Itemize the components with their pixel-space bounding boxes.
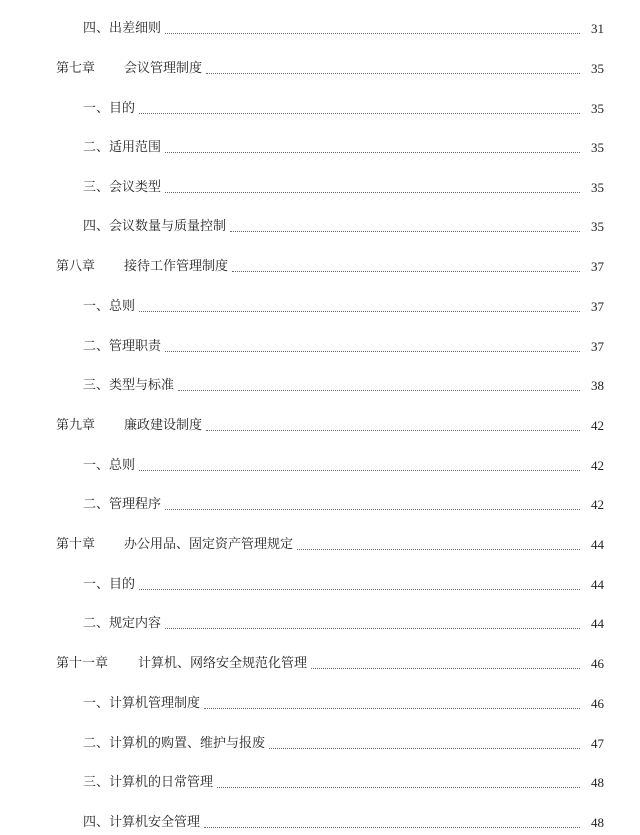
toc-page-number: 35 <box>591 219 604 234</box>
toc-page-number: 35 <box>591 180 604 195</box>
chapter-number: 第八章 <box>56 259 96 274</box>
toc-page-number: 35 <box>591 101 604 116</box>
toc-entry-title: 一、目的 <box>83 101 136 116</box>
toc-page-number: 46 <box>591 656 604 671</box>
toc-page-number: 31 <box>591 21 604 36</box>
toc-page-number: 35 <box>591 140 604 155</box>
dot-leader <box>139 113 580 114</box>
toc-entry[interactable] <box>0 174 604 196</box>
dot-leader <box>230 231 580 232</box>
chapter-number: 第七章 <box>56 61 96 76</box>
toc-entry[interactable] <box>0 571 604 593</box>
toc-entry[interactable] <box>0 610 604 632</box>
toc-entry-title: 二、规定内容 <box>83 616 162 631</box>
toc-page-number: 48 <box>591 775 604 790</box>
toc-chapter-entry[interactable] <box>0 253 604 275</box>
toc-page-number: 47 <box>591 736 604 751</box>
toc-page-number: 37 <box>591 299 604 314</box>
dot-leader <box>178 390 580 391</box>
dot-leader <box>206 430 580 431</box>
toc-chapter-entry[interactable] <box>0 55 604 77</box>
toc-entry-title: 三、计算机的日常管理 <box>83 775 214 790</box>
chapter-title: 计算机、网络安全规范化管理 <box>138 656 308 671</box>
dot-leader <box>139 470 580 471</box>
toc-entry-title: 二、管理职责 <box>83 339 162 354</box>
toc-entry-title: 二、适用范围 <box>83 140 162 155</box>
toc-page-number: 48 <box>591 815 604 830</box>
dot-leader <box>204 708 580 709</box>
dot-leader <box>165 152 580 153</box>
toc-chapter-entry[interactable] <box>0 412 604 434</box>
toc-page-number: 37 <box>591 339 604 354</box>
toc-page-number: 44 <box>591 616 604 631</box>
toc-page-number: 42 <box>591 497 604 512</box>
dot-leader <box>139 589 580 590</box>
toc-entry-title: 一、总则 <box>83 458 136 473</box>
toc-entry[interactable] <box>0 730 604 752</box>
toc-chapter-entry[interactable] <box>0 531 604 553</box>
toc-entry[interactable] <box>0 809 604 831</box>
toc-entry[interactable] <box>0 293 604 315</box>
chapter-title: 会议管理制度 <box>124 61 203 76</box>
toc-entry-title: 三、类型与标准 <box>83 378 175 393</box>
dot-leader <box>165 628 580 629</box>
dot-leader <box>139 311 580 312</box>
toc-chapter-entry[interactable] <box>0 650 604 672</box>
chapter-number: 第九章 <box>56 418 96 433</box>
toc-entry[interactable] <box>0 452 604 474</box>
toc-page-number: 44 <box>591 537 604 552</box>
toc-entry[interactable] <box>0 769 604 791</box>
dot-leader <box>165 33 580 34</box>
toc-entry-title: 四、计算机安全管理 <box>83 815 201 830</box>
chapter-title: 接待工作管理制度 <box>124 259 229 274</box>
dot-leader <box>204 827 580 828</box>
toc-page-number: 37 <box>591 259 604 274</box>
toc-page-number: 42 <box>591 458 604 473</box>
toc-entry[interactable] <box>0 95 604 117</box>
chapter-number: 第十一章 <box>56 656 109 671</box>
dot-leader <box>206 73 580 74</box>
toc-entry[interactable] <box>0 213 604 235</box>
toc-entry[interactable] <box>0 491 604 513</box>
toc-entry[interactable] <box>0 372 604 394</box>
toc-page-number: 35 <box>591 61 604 76</box>
dot-leader <box>311 668 580 669</box>
toc-entry-title: 三、会议类型 <box>83 180 162 195</box>
toc-entry-title: 四、出差细则 <box>83 21 162 36</box>
dot-leader <box>297 549 580 550</box>
toc-entry-title: 一、目的 <box>83 577 136 592</box>
dot-leader <box>232 271 580 272</box>
toc-page-number: 44 <box>591 577 604 592</box>
dot-leader <box>165 509 580 510</box>
toc-entry-title: 二、管理程序 <box>83 497 162 512</box>
toc-entry[interactable] <box>0 134 604 156</box>
toc-page-number: 42 <box>591 418 604 433</box>
toc-entry-title: 二、计算机的购置、维护与报废 <box>83 736 266 751</box>
toc-entry[interactable] <box>0 333 604 355</box>
toc-entry[interactable] <box>0 15 604 37</box>
toc-entry-title: 一、总则 <box>83 299 136 314</box>
chapter-title: 办公用品、固定资产管理规定 <box>124 537 294 552</box>
dot-leader <box>165 351 580 352</box>
chapter-title: 廉政建设制度 <box>124 418 203 433</box>
chapter-number: 第十章 <box>56 537 96 552</box>
toc-entry-title: 四、会议数量与质量控制 <box>83 219 227 234</box>
dot-leader <box>165 192 580 193</box>
toc-page-number: 46 <box>591 696 604 711</box>
toc-entry-title: 一、计算机管理制度 <box>83 696 201 711</box>
toc-entry[interactable] <box>0 690 604 712</box>
dot-leader <box>217 787 580 788</box>
toc-page-number: 38 <box>591 378 604 393</box>
dot-leader <box>269 748 580 749</box>
